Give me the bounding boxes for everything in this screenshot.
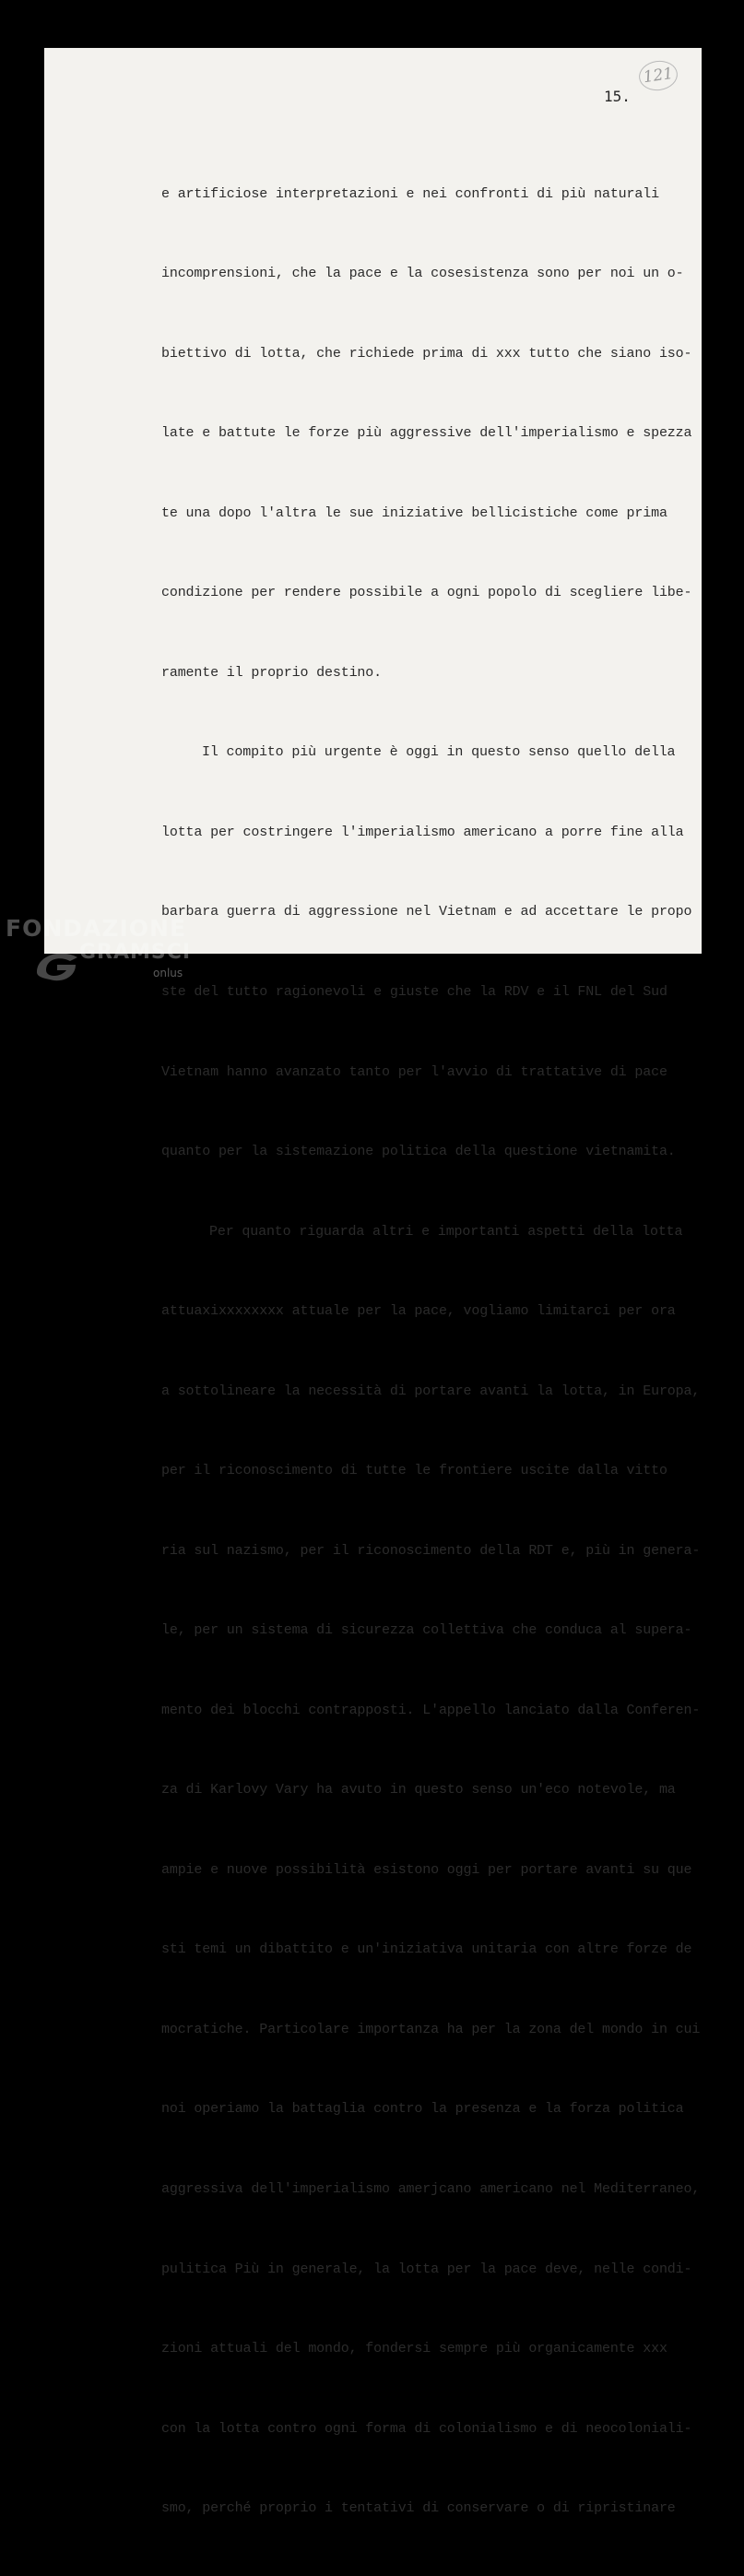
text-line: quanto per la sistemazione politica della questione vietnamita. xyxy=(161,1144,676,1160)
archive-page-mark: 121 xyxy=(637,58,679,93)
text-line: noi operiamo la battaglia contro la presenza e la forza politica xyxy=(161,2101,684,2118)
text-line: aggressiva dell'imperialismo amerjcano americano nel Mediterraneo, xyxy=(161,2180,701,2197)
text-line: a sottolineare la necessità di portare avanti la lotta, in Europa, xyxy=(161,1383,701,1399)
text-line: per il riconoscimento di tutte le frontiere uscite dalla vitto xyxy=(161,1463,667,1479)
text-line: Il compito più urgente è oggi in questo senso quello della xyxy=(202,744,676,761)
text-line: biettivo di lotta, che richiede prima di xxx tutto che siano iso- xyxy=(161,345,692,362)
text-line: mento dei blocchi contrapposti. L'appello lanciato dalla Conferen- xyxy=(161,1702,701,1718)
text-line: ampie e nuove possibilità esistono oggi per portare avanti su que xyxy=(161,1861,692,1878)
text-line: te una dopo l'altra le sue iniziative bellicistiche come prima xyxy=(161,505,667,521)
foundation-watermark xyxy=(6,915,208,989)
text-line: sti temi un dibattito e un'iniziativa unitaria con altre forze de xyxy=(161,1941,692,1958)
text-line: le, per un sistema di sicurezza collettiva che conduca al supera- xyxy=(161,1622,692,1639)
text-line: late e battute le forze più aggressive dell'imperialismo e spezza xyxy=(161,425,692,442)
watermark-sub: onlus xyxy=(153,967,183,979)
text-line: smo, perché proprio i tentativi di conservare o di ripristinare xyxy=(161,2500,676,2517)
text-line: e artificiose interpretazioni e nei confronti di più naturali xyxy=(161,185,659,202)
watermark-line1: FONDAZIONE xyxy=(6,915,187,942)
text-line: Per quanto riguarda altri e importanti aspetti della lotta xyxy=(209,1223,683,1240)
text-line: mocratiche. Particolare importanza ha per la zona del mondo in cui xyxy=(161,2021,701,2037)
text-line: za di Karlovy Vary ha avuto in questo senso un'eco notevole, ma xyxy=(161,1782,676,1798)
page-number: 15. xyxy=(604,88,631,105)
text-line: incomprensioni, che la pace e la cosesistenza sono per noi un o- xyxy=(161,266,684,282)
watermark-line2: GRAMSCI xyxy=(79,941,192,964)
text-line: zioni attuali del mondo, fondersi sempre più organicamente xxx xyxy=(161,2341,667,2357)
text-line: lotta per costringere l'imperialismo americano a porre fine alla xyxy=(161,824,684,840)
text-line: condizione per rendere possibile a ogni popolo di scegliere libe- xyxy=(161,585,692,601)
text-line: ste del tutto ragionevoli e giuste che la RDV e il FNL del Sud xyxy=(161,984,667,1000)
text-line: ria sul nazismo, per il riconoscimento della RDT e, più in genera- xyxy=(161,1542,701,1559)
text-line: attuaxixxxxxxxx attuale per la pace, vogliamo limitarci per ora xyxy=(161,1303,676,1320)
text-line: pulitica Più in generale, la lotta per la pace deve, nelle condi- xyxy=(161,2261,692,2277)
text-line: con la lotta contro ogni forma di colonialismo e di neocoloniali- xyxy=(161,2420,692,2437)
text-line: barbara guerra di aggressione nel Vietnam e ad accettare le propo xyxy=(161,904,692,920)
text-line: ramente il proprio destino. xyxy=(161,664,382,681)
text-line: Vietnam hanno avanzato tanto per l'avvio di trattative di pace xyxy=(161,1063,667,1080)
typed-text-body xyxy=(161,128,705,2576)
